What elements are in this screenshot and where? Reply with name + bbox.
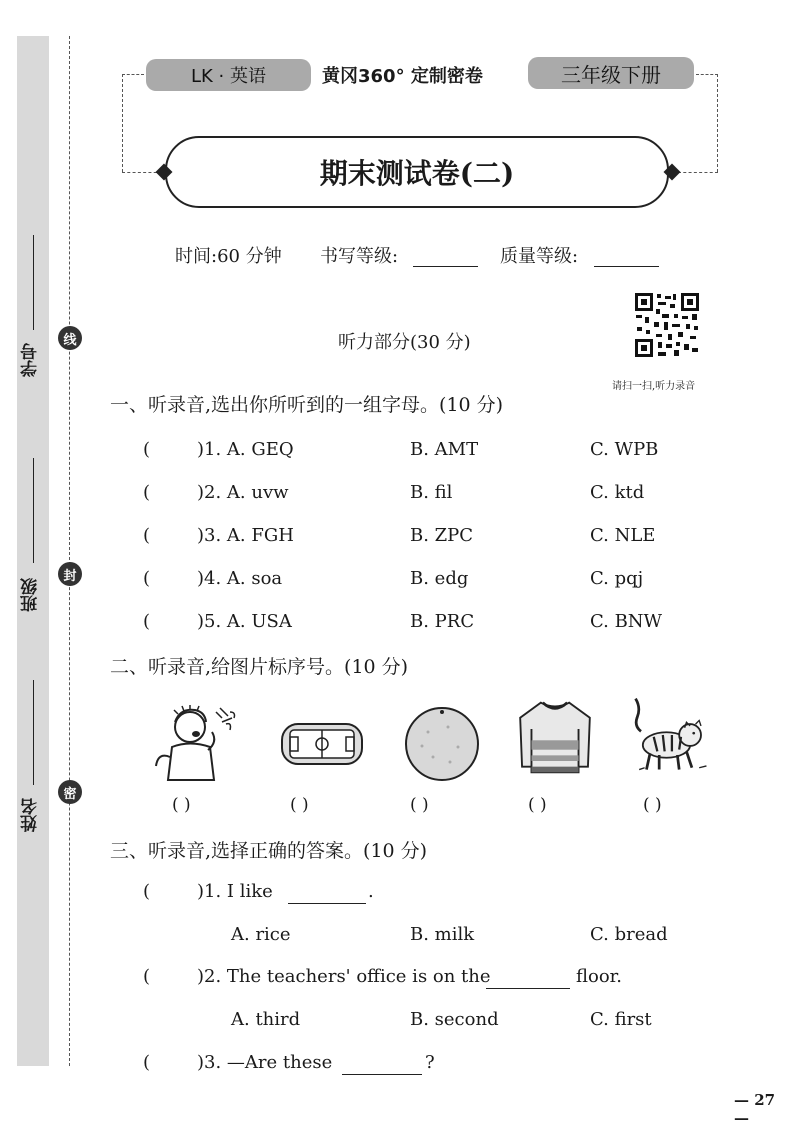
option-c: C. NLE xyxy=(590,525,656,546)
writing-grade-label: 书写等级: xyxy=(320,246,399,267)
option-b: B. AMT xyxy=(410,439,479,460)
answer-blank[interactable] xyxy=(288,903,366,904)
question-3-1-end: . xyxy=(368,881,374,902)
picture-answer-bracket[interactable]: ( ) xyxy=(172,795,191,815)
section2-title: 二、听录音,给图片标序号。(10 分) xyxy=(110,656,409,678)
section1-title: 一、听录音,选出你所听到的一组字母。(10 分) xyxy=(110,394,504,416)
paren-open[interactable]: ( xyxy=(143,966,151,987)
page-number: — 27 — xyxy=(734,1091,776,1127)
football-field-icon xyxy=(278,702,368,782)
option-b: B. PRC xyxy=(410,611,475,632)
orange-icon xyxy=(398,702,488,782)
seal-mark-xian: 线 xyxy=(58,326,82,350)
answer-blank[interactable] xyxy=(486,988,570,989)
name-label: 姓名 xyxy=(21,798,41,832)
answer-blank[interactable] xyxy=(342,1074,422,1075)
picture-answer-bracket[interactable]: ( ) xyxy=(528,795,547,815)
header-deco-line xyxy=(122,74,123,172)
option-c: C. BNW xyxy=(590,611,663,632)
header-deco-line xyxy=(696,74,718,75)
question-1-5: )5. A. USA xyxy=(197,611,292,632)
question-3-1: )1. I like xyxy=(197,881,273,902)
paren-open[interactable]: ( xyxy=(143,439,151,460)
qr-code-icon[interactable] xyxy=(634,292,700,358)
option-c: C. bread xyxy=(590,924,668,945)
class-label: 班级 xyxy=(21,578,41,612)
option-b: B. edg xyxy=(410,568,469,589)
grade-pill: 三年级下册 xyxy=(528,57,694,89)
page-title: 期末测试卷(二) xyxy=(165,136,669,208)
paren-open[interactable]: ( xyxy=(143,1052,151,1073)
picture-answer-bracket[interactable]: ( ) xyxy=(643,795,662,815)
seal-mark-feng: 封 xyxy=(58,562,82,586)
name-field xyxy=(33,680,34,785)
student-number-field xyxy=(33,235,34,330)
question-3-2-end: floor. xyxy=(576,966,623,987)
tiger-icon xyxy=(626,695,716,775)
quality-grade-field[interactable] xyxy=(594,266,659,267)
option-a: A. third xyxy=(231,1009,301,1030)
header-deco-line xyxy=(717,74,718,172)
class-field xyxy=(33,458,34,563)
paren-open[interactable]: ( xyxy=(143,611,151,632)
binding-cut-line xyxy=(69,36,70,1066)
paren-open[interactable]: ( xyxy=(143,525,151,546)
option-c: C. pqj xyxy=(590,568,644,589)
sweater-icon xyxy=(510,697,600,777)
option-b: B. second xyxy=(410,1009,499,1030)
picture-answer-bracket[interactable]: ( ) xyxy=(290,795,309,815)
option-b: B. fil xyxy=(410,482,453,503)
seal-mark-mi: 密 xyxy=(58,780,82,804)
time-info: 时间:60 分钟 xyxy=(175,246,282,267)
question-1-2: )2. A. uvw xyxy=(197,482,289,503)
writing-grade-field[interactable] xyxy=(413,266,478,267)
header-deco-line xyxy=(122,74,144,75)
question-3-3-end: ? xyxy=(425,1052,435,1073)
question-1-1: )1. A. GEQ xyxy=(197,439,294,460)
option-a: A. rice xyxy=(231,924,291,945)
singing-boy-icon xyxy=(150,702,240,782)
student-number-label: 学号 xyxy=(21,343,41,377)
header-deco-line xyxy=(678,172,718,173)
quality-grade-label: 质量等级: xyxy=(500,246,579,267)
subject-pill: LK · 英语 xyxy=(146,59,311,91)
section3-title: 三、听录音,选择正确的答案。(10 分) xyxy=(110,840,428,862)
series-name: 黄冈360° 定制密卷 xyxy=(322,66,483,87)
paren-open[interactable]: ( xyxy=(143,482,151,503)
qr-caption: 请扫一扫,听力录音 xyxy=(612,381,696,392)
question-3-2: )2. The teachers' office is on the xyxy=(197,966,491,987)
paren-open[interactable]: ( xyxy=(143,881,151,902)
option-b: B. ZPC xyxy=(410,525,474,546)
question-1-4: )4. A. soa xyxy=(197,568,283,589)
option-b: B. milk xyxy=(410,924,475,945)
question-3-3: )3. —Are these xyxy=(197,1052,333,1073)
listening-title: 听力部分(30 分) xyxy=(338,332,471,353)
picture-answer-bracket[interactable]: ( ) xyxy=(410,795,429,815)
question-1-3: )3. A. FGH xyxy=(197,525,294,546)
option-c: C. ktd xyxy=(590,482,645,503)
option-c: C. first xyxy=(590,1009,652,1030)
paren-open[interactable]: ( xyxy=(143,568,151,589)
option-c: C. WPB xyxy=(590,439,659,460)
